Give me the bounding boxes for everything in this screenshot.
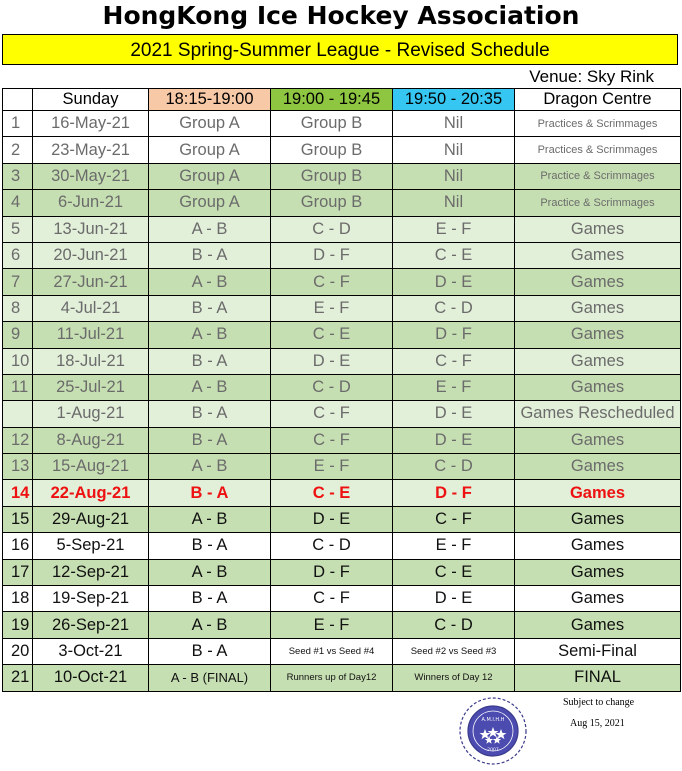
row-number: 12 <box>3 427 33 453</box>
row-slot-2: Group B <box>271 111 393 137</box>
row-slot-1: B - A <box>149 480 271 506</box>
row-date: 8-Aug-21 <box>33 427 149 453</box>
row-slot-2: C - D <box>271 216 393 242</box>
row-number: 1 <box>3 111 33 137</box>
row-slot-1: A - B <box>149 269 271 295</box>
row-number: 10 <box>3 348 33 374</box>
row-number: 3 <box>3 163 33 189</box>
row-number: 20 <box>3 638 33 664</box>
row-slot-2: D - F <box>271 559 393 585</box>
row-slot-3: Nil <box>393 137 515 163</box>
row-slot-1: A - B <box>149 216 271 242</box>
row-dragon-centre: Games <box>515 454 681 480</box>
row-number: 16 <box>3 533 33 559</box>
row-dragon-centre: Games <box>515 480 681 506</box>
table-row <box>3 586 681 612</box>
row-number <box>3 401 33 427</box>
table-row <box>3 242 681 268</box>
venue-label: Venue: Sky Rink <box>529 67 654 86</box>
row-slot-1: A - B <box>149 506 271 532</box>
table-row <box>3 638 681 664</box>
table-row <box>3 190 681 216</box>
row-dragon-centre: Games <box>515 242 681 268</box>
row-dragon-centre: Practices & Scrimmages <box>515 137 681 163</box>
row-dragon-centre: Games <box>515 269 681 295</box>
header-index <box>3 89 33 111</box>
table-row <box>3 533 681 559</box>
row-slot-1: Group A <box>149 137 271 163</box>
row-slot-2: Runners up of Day12 <box>271 665 393 691</box>
row-number: 17 <box>3 559 33 585</box>
row-date: 6-Jun-21 <box>33 190 149 216</box>
table-row <box>3 137 681 163</box>
header-slot-3: 19:50 - 20:35 <box>393 89 515 111</box>
row-date: 11-Jul-21 <box>33 322 149 348</box>
row-date: 4-Jul-21 <box>33 295 149 321</box>
row-date: 19-Sep-21 <box>33 586 149 612</box>
row-number: 6 <box>3 242 33 268</box>
table-row <box>3 559 681 585</box>
row-dragon-centre: Games Rescheduled <box>515 401 681 427</box>
row-dragon-centre: Practice & Scrimmages <box>515 190 681 216</box>
row-slot-2: C - E <box>271 322 393 348</box>
row-slot-2: C - F <box>271 427 393 453</box>
row-slot-3: Seed #2 vs Seed #3 <box>393 638 515 664</box>
table-row <box>3 322 681 348</box>
row-slot-1: Group A <box>149 190 271 216</box>
row-dragon-centre: FINAL <box>515 665 681 691</box>
logo-year: 2007 <box>487 748 499 753</box>
row-number: 13 <box>3 454 33 480</box>
table-row <box>3 163 681 189</box>
row-slot-1: B - A <box>149 348 271 374</box>
row-date: 22-Aug-21 <box>33 480 149 506</box>
row-slot-3: E - F <box>393 374 515 400</box>
row-slot-1: B - A <box>149 586 271 612</box>
row-slot-2: D - E <box>271 506 393 532</box>
row-number: 21 <box>3 665 33 691</box>
row-slot-3: C - D <box>393 612 515 638</box>
table-row <box>3 401 681 427</box>
row-slot-2: Seed #1 vs Seed #4 <box>271 638 393 664</box>
row-slot-1: Group A <box>149 163 271 189</box>
row-slot-3: C - D <box>393 295 515 321</box>
table-row <box>3 454 681 480</box>
row-slot-2: C - E <box>271 480 393 506</box>
table-row <box>3 506 681 532</box>
row-date: 20-Jun-21 <box>33 242 149 268</box>
row-slot-3: D - F <box>393 322 515 348</box>
row-slot-3: E - F <box>393 216 515 242</box>
row-date: 30-May-21 <box>33 163 149 189</box>
row-dragon-centre: Games <box>515 374 681 400</box>
row-date: 23-May-21 <box>33 137 149 163</box>
row-slot-2: D - E <box>271 348 393 374</box>
row-slot-2: E - F <box>271 612 393 638</box>
row-slot-3: E - F <box>393 533 515 559</box>
row-dragon-centre: Practices & Scrimmages <box>515 111 681 137</box>
row-slot-3: D - E <box>393 427 515 453</box>
row-number: 2 <box>3 137 33 163</box>
row-slot-2: Group B <box>271 137 393 163</box>
schedule-table <box>2 88 681 692</box>
row-date: 12-Sep-21 <box>33 559 149 585</box>
row-slot-3: Nil <box>393 111 515 137</box>
row-slot-2: C - F <box>271 269 393 295</box>
row-slot-1: A - B <box>149 559 271 585</box>
row-number: 15 <box>3 506 33 532</box>
row-slot-2: C - D <box>271 533 393 559</box>
row-date: 5-Sep-21 <box>33 533 149 559</box>
subject-to-change-note: Subject to change <box>563 697 635 708</box>
row-slot-1: B - A <box>149 401 271 427</box>
row-date: 1-Aug-21 <box>33 401 149 427</box>
row-number: 5 <box>3 216 33 242</box>
row-date: 3-Oct-21 <box>33 638 149 664</box>
row-number: 11 <box>3 374 33 400</box>
row-slot-1: A - B (FINAL) <box>149 665 271 691</box>
header-slot-2: 19:00 - 19:45 <box>271 89 393 111</box>
table-row <box>3 427 681 453</box>
row-date: 10-Oct-21 <box>33 665 149 691</box>
page-title: HongKong Ice Hockey Association <box>102 1 580 30</box>
row-slot-1: A - B <box>149 454 271 480</box>
table-row <box>3 111 681 137</box>
row-date: 18-Jul-21 <box>33 348 149 374</box>
row-dragon-centre: Games <box>515 348 681 374</box>
row-slot-2: C - F <box>271 401 393 427</box>
row-number: 18 <box>3 586 33 612</box>
row-number: 8 <box>3 295 33 321</box>
row-slot-2: Group B <box>271 163 393 189</box>
row-slot-3: Nil <box>393 163 515 189</box>
row-slot-1: Group A <box>149 111 271 137</box>
row-number: 14 <box>3 480 33 506</box>
row-slot-2: E - F <box>271 454 393 480</box>
schedule-subtitle: 2021 Spring-Summer League - Revised Schedule <box>2 34 678 65</box>
row-slot-3: C - D <box>393 454 515 480</box>
table-row <box>3 665 681 691</box>
row-slot-2: C - F <box>271 586 393 612</box>
row-slot-2: E - F <box>271 295 393 321</box>
row-slot-2: C - D <box>271 374 393 400</box>
row-slot-3: D - F <box>393 480 515 506</box>
row-dragon-centre: Semi-Final <box>515 638 681 664</box>
row-slot-3: D - E <box>393 586 515 612</box>
row-date: 25-Jul-21 <box>33 374 149 400</box>
header-dragon-centre: Dragon Centre <box>515 89 681 111</box>
row-date: 16-May-21 <box>33 111 149 137</box>
row-date: 27-Jun-21 <box>33 269 149 295</box>
table-row <box>3 269 681 295</box>
table-header-row <box>3 89 681 111</box>
row-date: 13-Jun-21 <box>33 216 149 242</box>
row-number: 4 <box>3 190 33 216</box>
table-row <box>3 612 681 638</box>
row-slot-1: A - B <box>149 374 271 400</box>
table-row <box>3 374 681 400</box>
row-slot-2: D - F <box>271 242 393 268</box>
revision-date: Aug 15, 2021 <box>570 718 625 729</box>
row-slot-3: C - F <box>393 348 515 374</box>
row-dragon-centre: Games <box>515 427 681 453</box>
row-slot-3: Winners of Day 12 <box>393 665 515 691</box>
row-date: 29-Aug-21 <box>33 506 149 532</box>
row-slot-3: D - E <box>393 269 515 295</box>
table-row <box>3 480 681 506</box>
row-date: 15-Aug-21 <box>33 454 149 480</box>
row-dragon-centre: Games <box>515 216 681 242</box>
row-dragon-centre: Practice & Scrimmages <box>515 163 681 189</box>
table-row <box>3 295 681 321</box>
row-dragon-centre: Games <box>515 295 681 321</box>
row-slot-1: B - A <box>149 242 271 268</box>
row-number: 9 <box>3 322 33 348</box>
row-number: 19 <box>3 612 33 638</box>
row-slot-3: Nil <box>393 190 515 216</box>
row-slot-3: C - E <box>393 559 515 585</box>
row-slot-2: Group B <box>271 190 393 216</box>
row-dragon-centre: Games <box>515 506 681 532</box>
row-slot-1: B - A <box>149 427 271 453</box>
row-slot-3: C - E <box>393 242 515 268</box>
row-slot-1: B - A <box>149 638 271 664</box>
row-date: 26-Sep-21 <box>33 612 149 638</box>
table-row <box>3 348 681 374</box>
row-number: 7 <box>3 269 33 295</box>
row-slot-1: A - B <box>149 612 271 638</box>
table-row <box>3 216 681 242</box>
row-dragon-centre: Games <box>515 322 681 348</box>
row-dragon-centre: Games <box>515 586 681 612</box>
row-dragon-centre: Games <box>515 559 681 585</box>
header-day: Sunday <box>33 89 149 111</box>
row-slot-3: D - E <box>393 401 515 427</box>
row-slot-1: B - A <box>149 533 271 559</box>
header-slot-1: 18:15-19:00 <box>149 89 271 111</box>
row-dragon-centre: Games <box>515 533 681 559</box>
row-slot-1: B - A <box>149 295 271 321</box>
association-logo <box>458 696 528 766</box>
row-dragon-centre: Games <box>515 612 681 638</box>
row-slot-3: C - F <box>393 506 515 532</box>
logo-text: A.M.I.H.H <box>481 717 505 723</box>
row-slot-1: A - B <box>149 322 271 348</box>
